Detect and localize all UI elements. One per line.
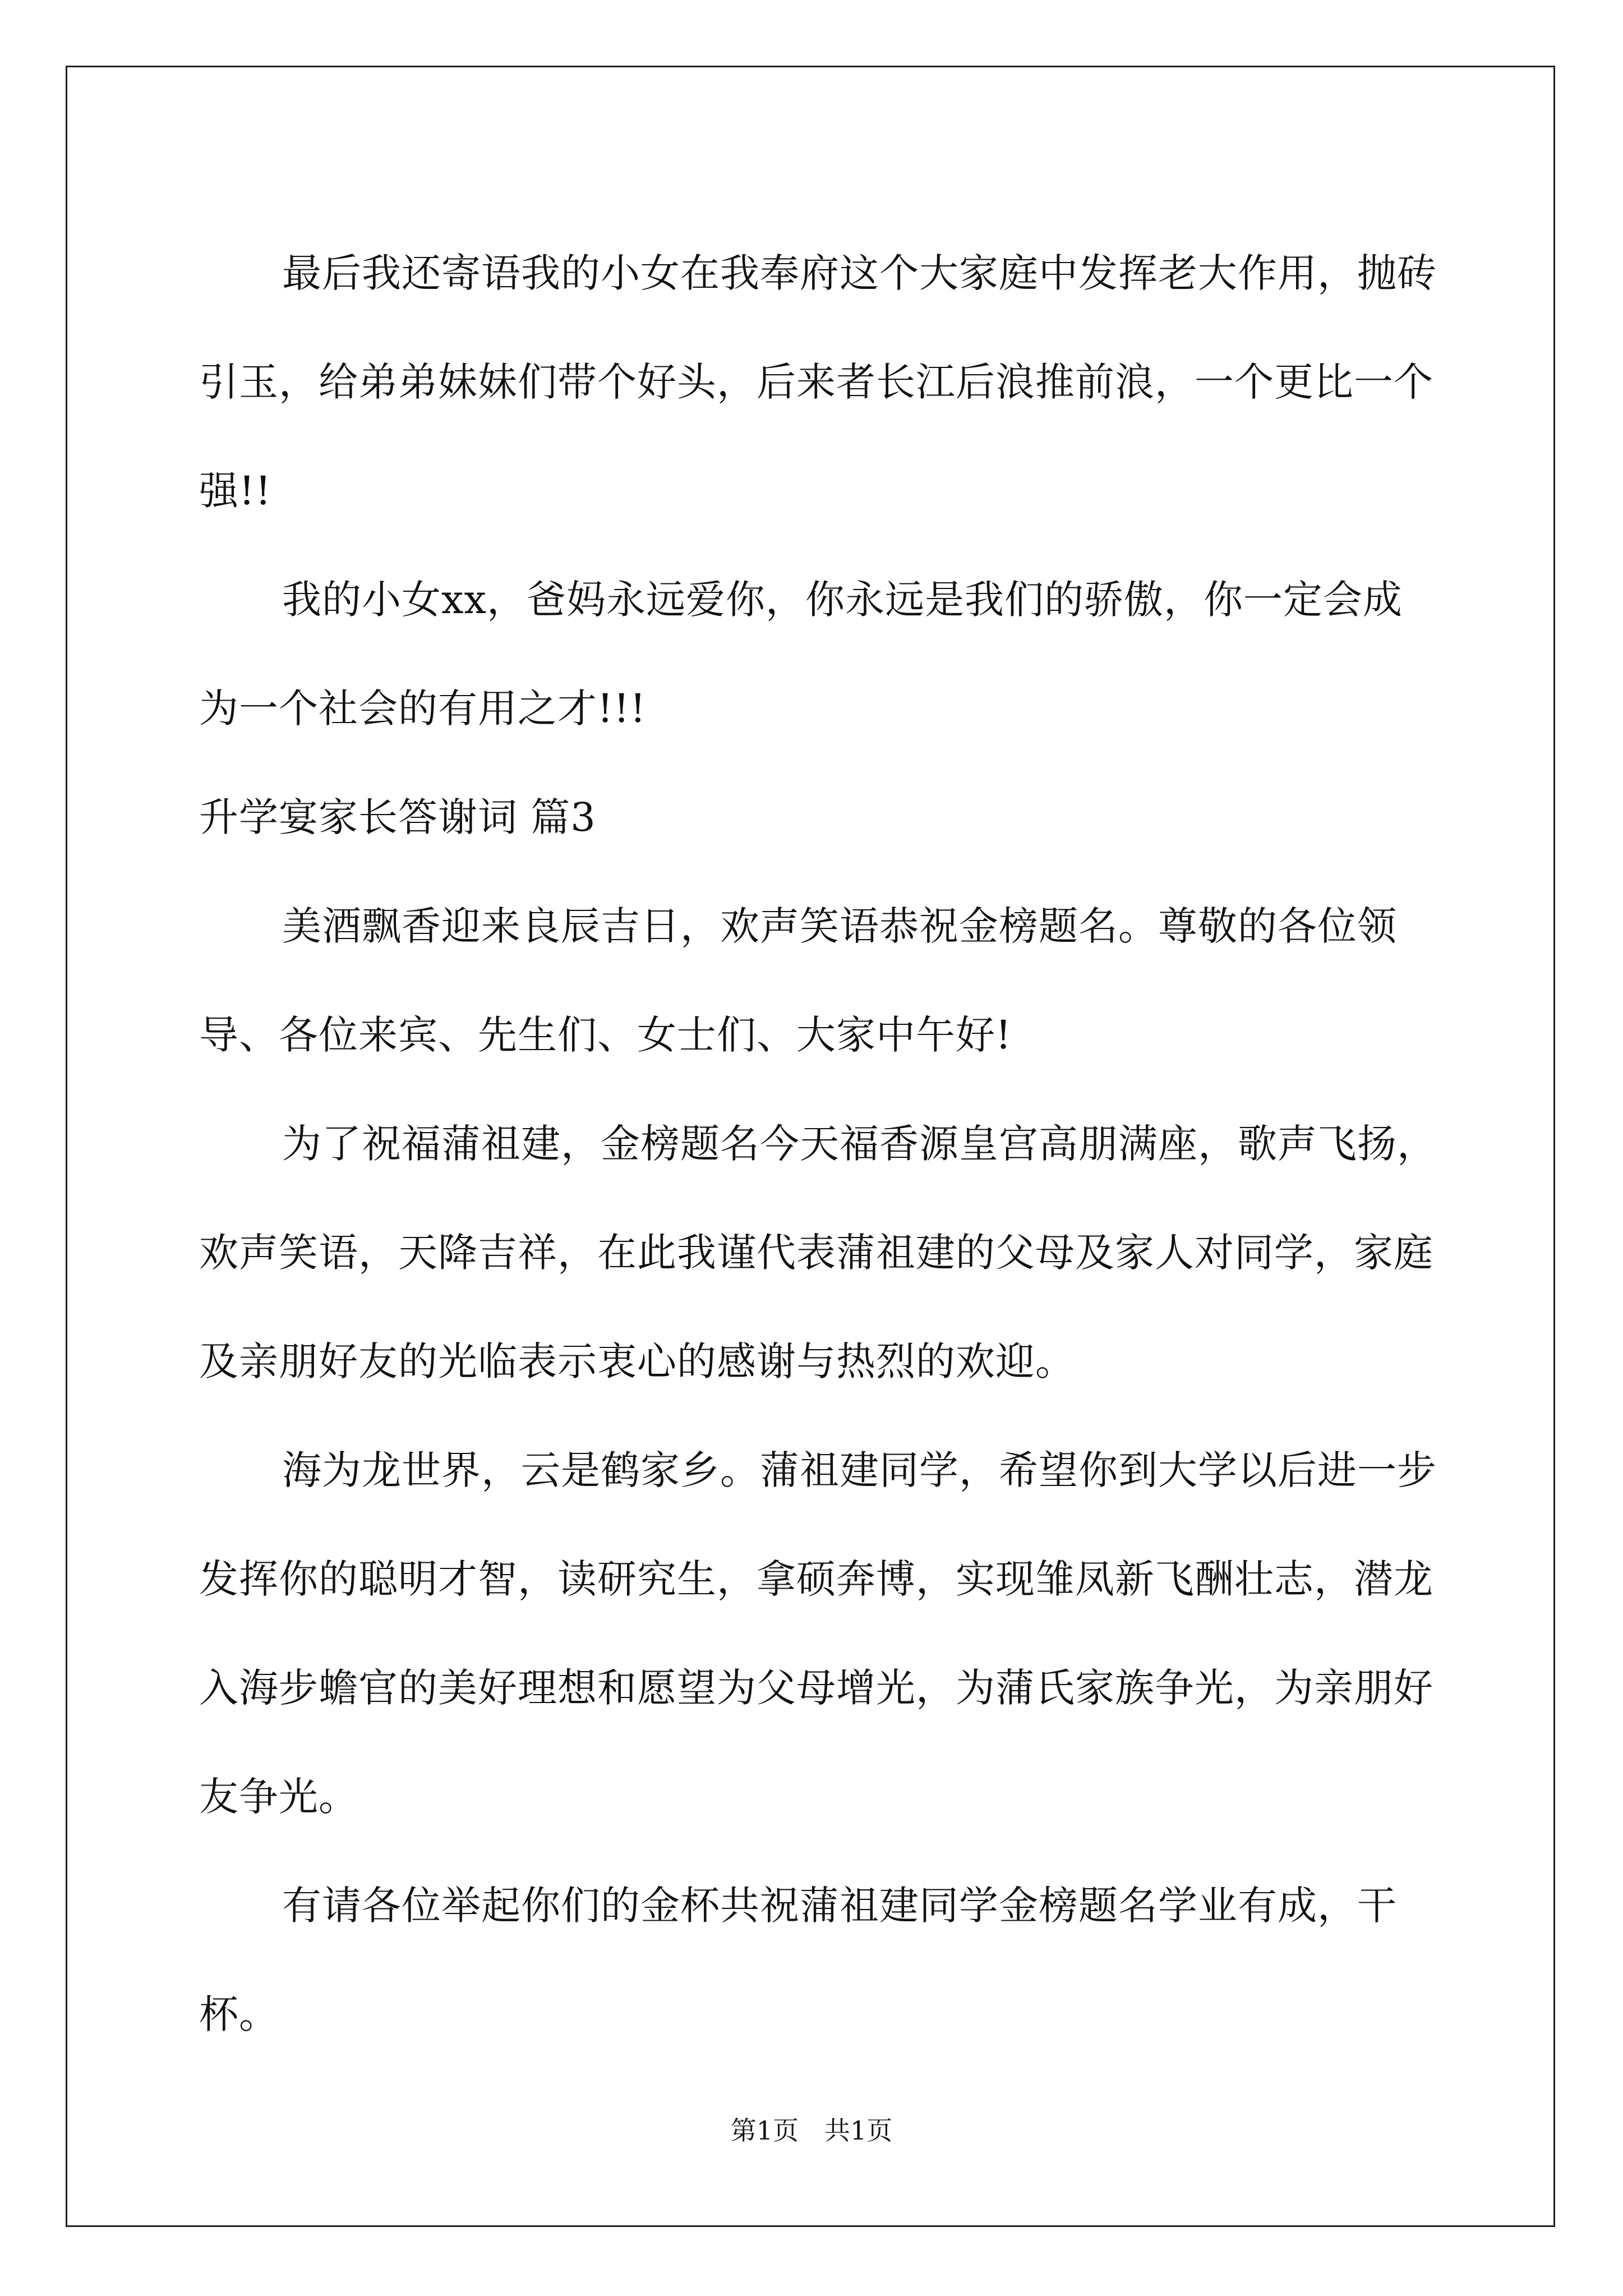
paragraph: 为了祝福蒲祖建，金榜题名今天福香源皇宫高朋满座，歌声飞扬，欢声笑语，天降吉祥，在此我谨代表蒲祖建的父母及家人对同学，家庭及亲朋好友的光临表示衷心的感谢与热烈的欢迎。	[199, 1121, 1437, 1384]
paragraph: 有请各位举起你们的金杯共祝蒲祖建同学金榜题名学业有成，干杯。	[199, 1883, 1397, 2037]
page-footer: 第1页 共1页	[730, 2115, 893, 2146]
paragraph: 最后我还寄语我的小女在我奉府这个大家庭中发挥老大作用，抛砖引玉，给弟弟妹妹们带个好头，后来者长江后浪推前浪，一个更比一个强!!	[199, 250, 1437, 514]
paragraph: 海为龙世界，云是鹤家乡。蒲祖建同学，希望你到大学以后进一步发挥你的聪明才智，读研究生，拿硕奔博，实现雏凤新飞酬壮志，潜龙入海步蟾官的美好理想和愿望为父母增光，为蒲氏家族争光，为亲朋好友争光。	[199, 1447, 1437, 1820]
paragraph: 我的小女xx，爸妈永远爱你，你永远是我们的骄傲，你一定会成为一个社会的有用之才!!!	[199, 577, 1403, 731]
paragraph: 美酒飘香迎来良辰吉日，欢声笑语恭祝金榜题名。尊敬的各位领导、各位来宾、先生们、女士们、大家中午好!	[199, 903, 1397, 1058]
document-body	[199, 219, 1438, 2069]
section-heading: 升学宴家长答谢词 篇3	[199, 794, 596, 840]
